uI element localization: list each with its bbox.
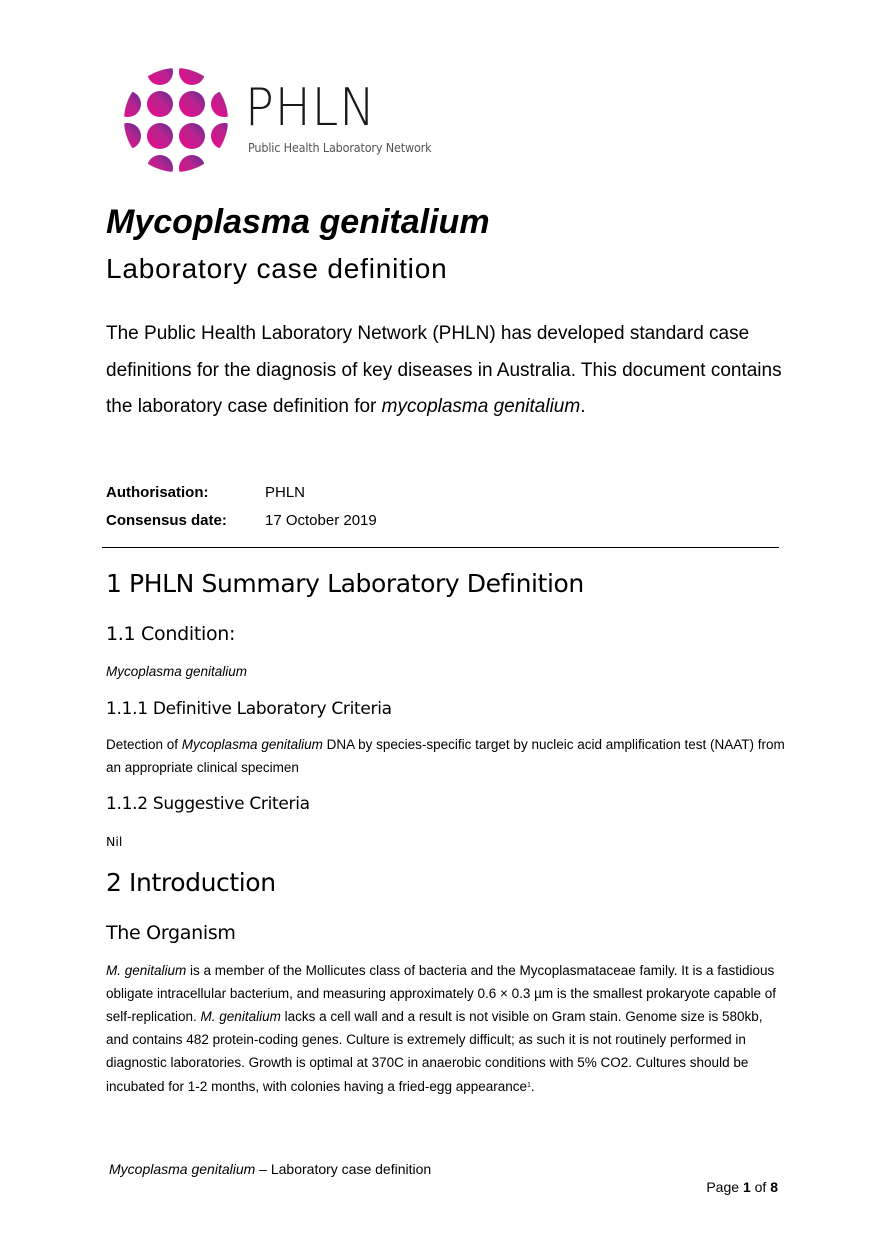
footer-italic: Mycoplasma genitalium (109, 1161, 256, 1177)
reference-link[interactable]: 1 (527, 1082, 531, 1089)
heading-section-2: 2 Introduction (106, 868, 276, 897)
meta-row-authorisation (106, 479, 377, 507)
phln-logo-icon (124, 68, 228, 172)
suggestive-criteria-text: Nil (106, 834, 123, 849)
meta-value: PHLN (265, 484, 306, 501)
text: Detection of (106, 737, 182, 752)
document-subtitle: Laboratory case definition (106, 253, 448, 284)
divider (102, 547, 779, 548)
footer-document-title (109, 1161, 431, 1177)
footer-text: – Laboratory case definition (255, 1161, 432, 1177)
meta-value: 17 October 2019 (265, 512, 377, 529)
organism-italic: M. genitalium (106, 963, 187, 978)
definitive-criteria-text (106, 733, 786, 779)
document-metadata (106, 479, 377, 535)
heading-1-1: 1.1 Condition: (106, 623, 236, 645)
page-number (706, 1179, 778, 1195)
meta-label: Consensus date: (106, 512, 227, 529)
heading-1-1-1: 1.1.1 Definitive Laboratory Criteria (106, 699, 392, 719)
logo-subtitle: Public Health Laboratory Network (248, 140, 432, 155)
text: is a member of the Mollicutes class of bacteria and the Mycoplasmataceae family. It is a fastidious obligate intracellular bacterium, and measuring approximately 0.6 × 0.3 µm is the smallest prokaryote capable of self-replication. (106, 963, 776, 1024)
logo-wordmark: PHLN (245, 78, 376, 138)
organism-italic: M. genitalium (200, 1009, 281, 1024)
document-title: Mycoplasma genitalium (106, 203, 490, 241)
current-page: 1 (742, 1179, 751, 1195)
total-pages: 8 (770, 1179, 778, 1195)
text: DNA by species-specific target by nucleic acid amplification test (NAAT) from an appropriate clinical specimen (106, 737, 785, 775)
heading-section-1: 1 PHLN Summary Laboratory Definition (106, 569, 584, 598)
meta-label: Authorisation: (106, 484, 209, 501)
text: lacks a cell wall and a result is not visible on Gram stain. Genome size is 580kb, and contains 482 protein-coding genes. Culture is extremely difficult; as such it is not routinely performed in diagnostic laboratories. Growth is optimal at 370C in anaerobic conditions with 5% CO2. Cultures should be incubated for 1-2 months, with colonies having a fried-egg appearance (106, 1009, 763, 1094)
heading-the-organism: The Organism (106, 922, 236, 944)
meta-row-consensus-date (106, 507, 377, 535)
organism-italic: Mycoplasma genitalium (181, 737, 323, 752)
text: . (530, 1079, 535, 1094)
intro-italic: mycoplasma genitalium (381, 396, 581, 417)
condition-name: Mycoplasma genitalium (106, 664, 248, 679)
page-of: of (750, 1179, 771, 1195)
intro-end: . (580, 396, 586, 417)
organism-paragraph (106, 959, 786, 1098)
intro-paragraph (106, 316, 786, 426)
page-label: Page (706, 1179, 743, 1195)
heading-1-1-2: 1.1.2 Suggestive Criteria (106, 794, 310, 814)
intro-text: The Public Health Laboratory Network (PHLN) has developed standard case definitions for the diagnosis of key diseases in Australia. This document contains the laboratory case definition for (106, 323, 782, 417)
